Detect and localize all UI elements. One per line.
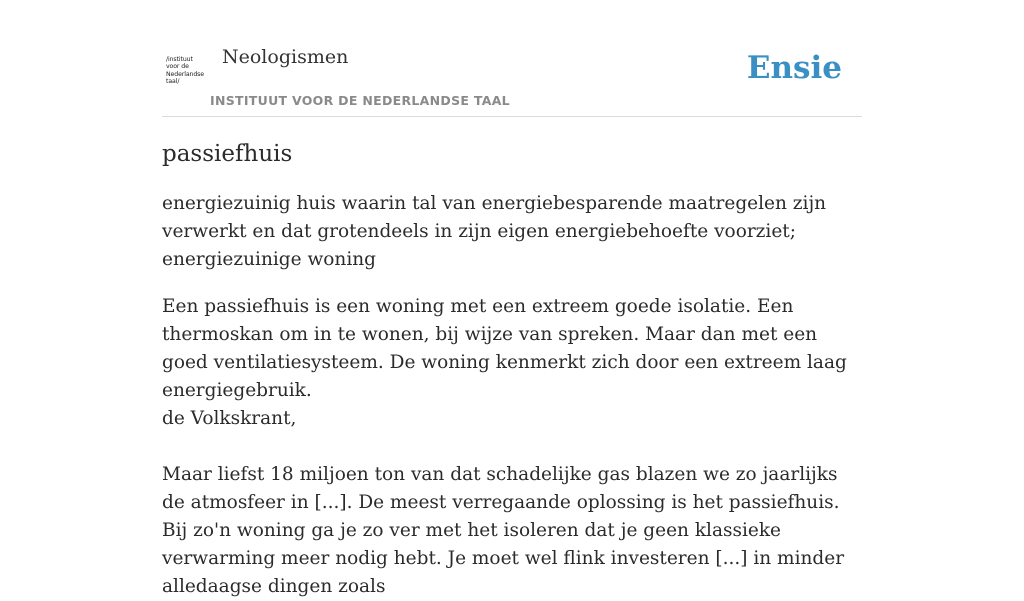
site-title[interactable]: Neologismen [222, 46, 349, 68]
citation-source: de Volkskrant, [162, 408, 297, 429]
logo-line: /instituut [166, 56, 193, 63]
entry-definition: energiezuinig huis waarin tal van energiebesparende maatregelen zijn verwerkt en dat grotendeels in zijn eigen energiebehoefte voorziet; energiezuinige woning [162, 193, 827, 270]
entry-content [162, 137, 866, 601]
citation-spacer [162, 433, 866, 461]
site-subtitle: INSTITUUT VOOR DE NEDERLANDSE TAAL [210, 93, 510, 108]
logo-line: voor de [166, 63, 189, 71]
entry-citations [162, 293, 866, 601]
ivdnt-logo[interactable] [166, 56, 208, 86]
citation-text: Een passiefhuis is een woning met een extreem goede isolatie. Een thermoskan om in te wonen, bij wijze van spreken. Maar dan met een goed ventilatiesysteem. De woning kenmerkt zich door een extreem laag energiegebruik. [162, 296, 847, 401]
logo-line: taal/ [166, 78, 180, 86]
entry-headword: passiefhuis [162, 141, 293, 167]
site-header [162, 40, 862, 117]
ensie-brand-logo[interactable]: Ensie [746, 50, 842, 86]
citation-text: Maar liefst 18 miljoen ton van dat schadelijke gas blazen we zo jaarlijks de atmosfeer in [...]. De meest verregaande oplossing is het passiefhuis. Bij zo'n woning ga je zo ver met het isoleren dat je geen klassieke verwarming meer nodig hebt. Je moet wel flink investeren [...] in minder alledaagse dingen zoals [162, 464, 845, 597]
logo-line: Nederlandse [166, 70, 205, 78]
